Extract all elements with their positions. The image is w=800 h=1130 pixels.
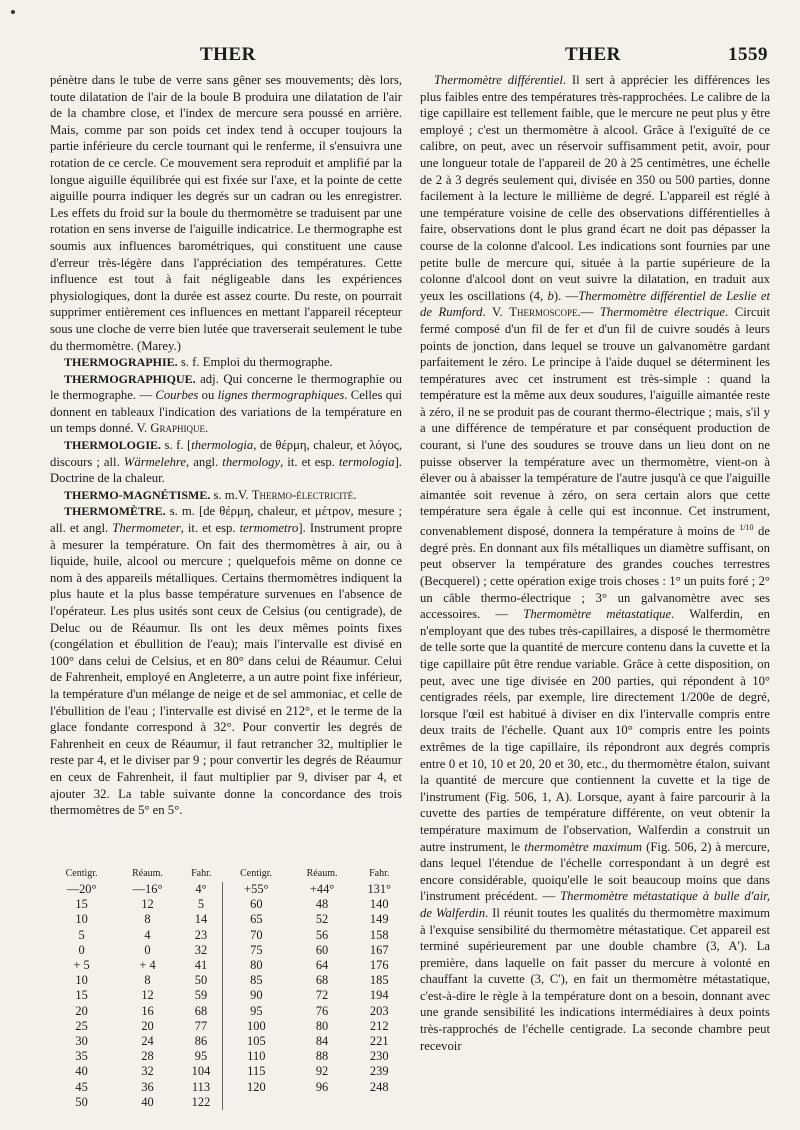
table-cell: 8: [144, 973, 151, 988]
definition: . V.: [482, 305, 510, 320]
table-row: [48, 1064, 404, 1079]
table-cell: 86: [194, 1034, 208, 1049]
table-row: [48, 958, 404, 973]
table-cell: 131°: [367, 882, 391, 896]
column-header: Centigr.: [65, 868, 98, 879]
table-cell: 5: [197, 897, 205, 912]
table-cell: 158: [369, 927, 389, 942]
headword: THERMOGRAPHIE.: [64, 355, 178, 370]
table-cell: 76: [315, 1003, 329, 1018]
entry-thermometre-differentiel: [420, 72, 770, 1054]
table-cell: 185: [369, 973, 389, 988]
table-cell: 59: [194, 988, 208, 1003]
table-cell: 4: [144, 927, 151, 942]
cross-reference: Graphique: [150, 421, 205, 436]
table-cell: 140: [369, 897, 389, 912]
italic-text: lignes thermographiques: [217, 388, 345, 403]
table-cell: 10: [75, 912, 88, 927]
table-row: [48, 1019, 404, 1034]
italic-text: termometro: [239, 521, 299, 536]
definition: de degré près. En donnant aux fils métalliques un diamètre suffisant, on peut observer la température des grandes couches terrestres (Becquerel) ; cette opération exige trois choses : 1° un puits foré ; 2° un câble thermo-électrique ; 3° un galvanomètre avec ses accessoires. —: [420, 524, 770, 622]
table-cell: +55°: [223, 882, 290, 897]
column-header: Fahr.: [191, 868, 212, 879]
table-cell: 45: [75, 1079, 88, 1094]
table-cell: 28: [141, 1049, 154, 1064]
italic-text: thermology: [222, 454, 281, 469]
table-cell: —16°: [132, 882, 163, 896]
table-row: [48, 1004, 404, 1019]
table-cell: 48: [315, 897, 329, 912]
table-cell: 40: [141, 1094, 154, 1109]
italic-text: Thermomètre électrique: [599, 305, 726, 320]
table-cell: 88: [315, 1049, 329, 1064]
definition: adj. Qui concerne le thermographie ou le thermographe. —: [50, 371, 402, 403]
definition: ou: [198, 388, 218, 403]
table-cell: + 4: [139, 958, 156, 973]
page-number: 1559: [728, 44, 768, 65]
table-cell: 65: [223, 912, 290, 927]
table-cell: 72: [315, 988, 329, 1003]
table-cell: 16: [141, 1003, 154, 1018]
table-cell: 0: [144, 942, 151, 957]
table-cell: 41: [194, 958, 208, 973]
table-cell: 100: [223, 1019, 290, 1034]
table-cell: 221: [369, 1034, 389, 1049]
table-cell: 64: [315, 958, 329, 973]
table-cell: 50: [194, 973, 208, 988]
table-cell: 149: [369, 912, 389, 927]
table-cell: 84: [315, 1034, 329, 1049]
table-cell: [290, 1095, 355, 1110]
table-row: [48, 973, 404, 988]
entry-thermographie: [50, 354, 402, 371]
table-cell: 115: [223, 1064, 290, 1079]
table-cell: —20°: [66, 882, 97, 896]
headword: THERMO-MAGNÉTISME.: [64, 487, 211, 502]
table-cell: 8: [144, 912, 151, 927]
table-cell: 203: [369, 1003, 389, 1018]
italic-text: Thermomètre métastatique à bulle d'air, de Walferdin: [420, 889, 770, 920]
headword: THERMOLOGIE.: [64, 438, 162, 453]
table-cell: 80: [223, 958, 290, 973]
table-row: [48, 1049, 404, 1064]
table-cell: 40: [75, 1064, 88, 1079]
table-body: [48, 882, 404, 1110]
table-cell: 56: [315, 927, 329, 942]
italic-text: Thermomètre différentiel: [434, 73, 563, 87]
table-cell: 12: [141, 897, 154, 912]
table-cell: 176: [369, 958, 389, 973]
table-cell: [223, 1095, 290, 1110]
table-cell: 12: [141, 988, 154, 1003]
table-header-row: [48, 868, 404, 882]
italic-text: b: [547, 288, 554, 303]
running-head-right: THER: [565, 44, 621, 65]
entry-thermologie: [50, 437, 402, 487]
table-cell: 25: [75, 1018, 88, 1033]
definition: (Fig. 506, 2) à mercure, dans lequel l'étendue de l'échelle correspondant à un degré est encore considérable, quoiqu'elle le soit beaucoup moins que dans l'instrument précédent. —: [420, 839, 770, 904]
table-cell: 70: [223, 928, 290, 943]
table-cell: 20: [75, 1003, 88, 1018]
table-cell: 32: [141, 1064, 154, 1079]
running-head-left: THER: [200, 44, 256, 65]
temperature-conversion-table: [48, 868, 404, 1110]
italic-text: Wärmelehre: [123, 454, 187, 469]
table-cell: + 5: [73, 958, 90, 973]
table-cell: 239: [369, 1064, 389, 1079]
table-row: [48, 912, 404, 927]
table-cell: 10: [75, 973, 88, 988]
definition: . Walferdin, en n'employant que des tubes très-capillaires, a disposé le thermomètre de telle sorte que la quantité de mercure contenu dans la cuvette et la tige capillaire pût être rendue variable. Grâce à cette disposition, on peut, avec une tige divisée en 200 parties, qui répondent à 10° centigrades réels, par exemple, lire directement 1/200e de degré, lorsque l'œil est habitué à diviser en dix l'intervalle compris entre deux traits de l'échelle. Quant aux 10° compris entre les points extrêmes de la tige capillaire, ils répondront aux degrés compris entre 0 et 10, 10 et 20, 20 et 30, etc., du thermomètre étalon, suivant la quantité de mercure que contiennent la cuvette et la tige de l'instrument (Fig. 506, 1, A). Lorsque, ayant à faire parcourir à la cuvette des parties de température différente, on veut obtenir la température maximum de l'observation, Walferdin a construit un autre instrument, le: [420, 607, 771, 854]
table-row: [48, 988, 404, 1003]
cross-reference: Thermo-électricité: [251, 487, 354, 502]
column-header: Réaum.: [132, 868, 163, 879]
table-cell: 52: [315, 912, 329, 927]
table-cell: 4°: [195, 882, 207, 896]
table-cell: 0: [78, 942, 85, 957]
definition: s. m.V.: [210, 487, 252, 502]
entry-thermo-magnetisme: THERMO-MAGNÉTISME. s. m.V. Thermo-électricité.: [64, 487, 357, 502]
table-cell: 23: [194, 927, 208, 942]
italic-text: termologia: [338, 454, 395, 469]
table-cell: 20: [141, 1018, 154, 1033]
definition: . Il réunit toutes les qualités du thermomètre maximum à l'exquise sensibilité du thermomètre métastatique. Cet appareil est terminé supérieurement par une double chambre (3, A'). La première, dans laquelle on fait passer du mercure à volonté en chauffant la cuvette (3, C'), en fait un thermomètre métastatique, c'est-à-dire le règle à la température dont on a besoin, donnant avec une grande sensibilité les indications intermédiaires à deux points très-rapprochés de l'échelle centigrade. La seconde chambre peut recevoir: [420, 905, 770, 1053]
definition: , angl.: [186, 454, 223, 469]
definition: , it. et esp.: [280, 454, 339, 469]
fraction: 1/10: [739, 523, 754, 533]
table-cell: 85: [223, 973, 290, 988]
thermographe-continuation: pénètre dans le tube de verre sans gêner ses mouvements; dès lors, toute dilatation de l'air de la boule B produira une dilatation de l'air de la chambre close, et l'index de mercure sera poussé en arrière. Mais, comme par son poids cet index tend à occuper toujours la partie inférieure du cercle tournant qui le renferme, il s'ensuivra une rotation de ce cercle. Ce mouvement sera reproduit et amplifié par la longue aiguille équilibrée qui est fixée sur l'axe, et la pointe de cette aiguille pourra indiquer les degrés sur un cadran ou les enregistrer. Les effets du froid sur la boule du thermomètre se traduisent par une rotation en sens inverse de l'aiguille indicatrice. Le thermographe est soumis aux influences barométriques, qui constituent une cause d'erreur très-légère dans l'appréciation des températures. Cette influence est tout à fait négligeable dans les expériences physiologiques, dont la durée est assez courte. Du reste, on pourrait supprimer entièrement ces influences en mettant l'appareil récepteur sous une cloche de verre bien lutée que traverserait seulement le tube du thermomètre. (Marey.): [50, 73, 402, 353]
table-cell: 80: [315, 1018, 329, 1033]
table-cell: 5: [78, 927, 85, 942]
column-header: Réaum.: [306, 868, 338, 879]
left-column: [50, 72, 402, 819]
definition: , de θέρμη, chaleur, et λόγος, discours ; all.: [50, 438, 402, 469]
headword: THERMOMÈTRE.: [64, 504, 166, 519]
definition: .—: [577, 305, 600, 320]
definition: s. m. [de θέρμη, chaleur, et μέτρον, mesure ; all. et angl.: [50, 504, 402, 536]
table-row: [48, 1095, 404, 1110]
table-cell: 24: [141, 1034, 154, 1049]
table-cell: 15: [75, 988, 88, 1003]
table-cell: 194: [369, 988, 389, 1003]
italic-text: Thermomètre métastatique: [523, 607, 672, 622]
table-cell: 68: [315, 973, 329, 988]
entry-thermometre: [50, 503, 402, 818]
table-cell: 60: [315, 942, 329, 957]
table-cell: 36: [141, 1079, 154, 1094]
table-cell: 15: [75, 897, 88, 912]
right-column: [420, 72, 770, 1054]
table-cell: [354, 1095, 404, 1110]
table-cell: 95: [194, 1049, 208, 1064]
cross-reference: Thermoscope: [509, 305, 578, 320]
definition: ]. Doctrine de la chaleur.: [50, 454, 402, 486]
table-cell: 32: [194, 942, 208, 957]
table-cell: 30: [75, 1034, 88, 1049]
definition: . Il sert à apprécier les différences les plus faibles entre des températures très-rapprochées. Le calibre de la tige capillaire est tellement faible, que le mercure ne peut plus y être employé ; c'est un thermomètre à alcool. Grâce à l'exiguïté de ce calibre, on peut, avec un réservoir suffisamment petit, avoir, pour une longueur totale de l'appareil de 20 à 25 centimètres, une échelle de 2 à 3 degrés seulement qui, divisée en 350 ou 500 parties, donne facilement à la lecture le millième de degré. L'appareil est réglé à une température voisine de celle des observations différentielles à faire, observations dont le plus grand écart ne doit pas dépasser la course de la colonne d'alcool. Les indications sont fournies par une petite bulle de mercure qui, située à la partie supérieure de la colonne d'alcool dont on veut suivre la dilatation, en traduit aux yeux les oscillations (4,: [420, 73, 770, 303]
definition: s. f. Emploi du thermographe.: [177, 355, 333, 370]
definition: . Celles qui donnent en tableaux l'indication des variations de la température en un temps donné. V.: [50, 388, 402, 436]
table-cell: 90: [223, 988, 290, 1003]
fraction-numerator: 1: [739, 523, 744, 533]
table-cell: 92: [315, 1064, 329, 1079]
table-row: [48, 882, 404, 897]
table-cell: 35: [75, 1049, 88, 1064]
definition: . Circuit fermé composé d'un fil de fer et d'un fil de cuivre soudés à leurs points de jonction, dans lequel se trouve un galvanomètre gardant parfaitement le zéro. Le principe à l'aide duquel se déterminent les températures avec cet instrument est très-simple : quand la température est la même aux deux soudures, l'aiguille aimantée reste à zéro, il ne se produit pas de courant thermo-électrique ; mais, s'il y a une différence de température et par conséquent production de courant, si l'une des soudures se trouve dans un lieu dont on ne puisse observer la température avec un thermomètre, vient-on à élever ou à abaisser la température de l'autre jusqu'à ce que l'aiguille aimantée soit revenue à zéro, on sera certain alors que cette température sera égale à celle qui est inconnue. Cet instrument, convenablement disposé, donnera la température à moins de: [420, 305, 771, 539]
table-cell: 68: [194, 1003, 208, 1018]
entry-thermographique: THERMOGRAPHIQUE. adj. Qui concerne le thermographie ou le thermographe. — Courbes ou lignes thermographiques. Celles qui donnent en tableaux l'indication des variations de la température en un temps donné. V. Graphique.: [50, 371, 402, 436]
table-cell: 120: [223, 1080, 290, 1095]
table-cell: 105: [223, 1034, 290, 1049]
table-cell: 14: [194, 912, 208, 927]
table-row: [48, 897, 404, 912]
table-cell: 248: [369, 1079, 389, 1094]
table-cell: 113: [191, 1079, 211, 1094]
table-cell: 230: [369, 1049, 389, 1064]
table-cell: +44°: [309, 882, 335, 896]
headword: THERMOGRAPHIQUE.: [64, 371, 196, 386]
table-cell: 104: [191, 1064, 211, 1079]
table-cell: 110: [223, 1049, 290, 1064]
table-cell: 60: [223, 897, 290, 912]
definition: ). —: [553, 288, 579, 303]
table-row: [48, 1034, 404, 1049]
table-cell: 96: [315, 1079, 329, 1094]
page-speck: [11, 10, 15, 14]
table-row: [48, 1080, 404, 1095]
table-row: [48, 928, 404, 943]
table-cell: 95: [223, 1004, 290, 1019]
definition: ]. Instrument propre à mesurer la température. On fait des thermomètres à air, ou à liquide, huile, alcool ou mercure ; quelquefois même on donne ce nom à des appareils métalliques. Certains thermomètres indiquent la plus haute et la plus basse température survenues en l'absence de l'opérateur. Les plus usités sont ceux de Celsius (ou centigrade), de Deluc ou de Réaumur. Ils ont les deux mêmes points fixes (congélation et ébullition de l'eau); mais l'intervalle est divisé en 100° dans celui de Celsius, et en 80° dans celui de Réaumur. Celui de Fahrenheit, employé en Angleterre, a un autre point fixe inférieur, la température d'un mélange de neige et de sel ammoniac, et celle de l'ébullition de l'eau ; l'intervalle est divisé en 212°, et le terme de la glace fondante correspond à 32°. Pour convertir les degrés de Fahrenheit en ceux de Réaumur, il faut retrancher 32, multiplier le reste par 4, et le diviser par 9 ; pour convertir les degrés de Réaumur en ceux de Fahrenheit, il faut multiplier par 9, diviser par 4, et ajouter 32. La table suivante donne la concordance des trois thermomètres de 5° en 5°.: [50, 521, 403, 818]
italic-text: thermomètre maximum: [524, 839, 643, 854]
definition: , it. et esp.: [180, 521, 240, 536]
table-cell: 167: [369, 942, 389, 957]
italic-text: Thermomètre différentiel de Leslie et de Rumford: [420, 288, 770, 320]
table-row: [48, 943, 404, 958]
definition: s. f. [: [161, 438, 192, 453]
fraction-denominator: 10: [745, 523, 754, 533]
table-cell: 50: [75, 1094, 88, 1109]
italic-text: Courbes: [155, 388, 199, 403]
table-cell: 122: [191, 1094, 211, 1109]
table-cell: 212: [369, 1018, 389, 1033]
table-cell: 77: [194, 1018, 208, 1033]
table-cell: 75: [223, 943, 290, 958]
italic-text: Thermometer: [112, 521, 181, 536]
italic-text: thermologia: [191, 438, 254, 453]
column-header: Centigr.: [240, 868, 273, 879]
column-header: Fahr.: [369, 868, 390, 879]
